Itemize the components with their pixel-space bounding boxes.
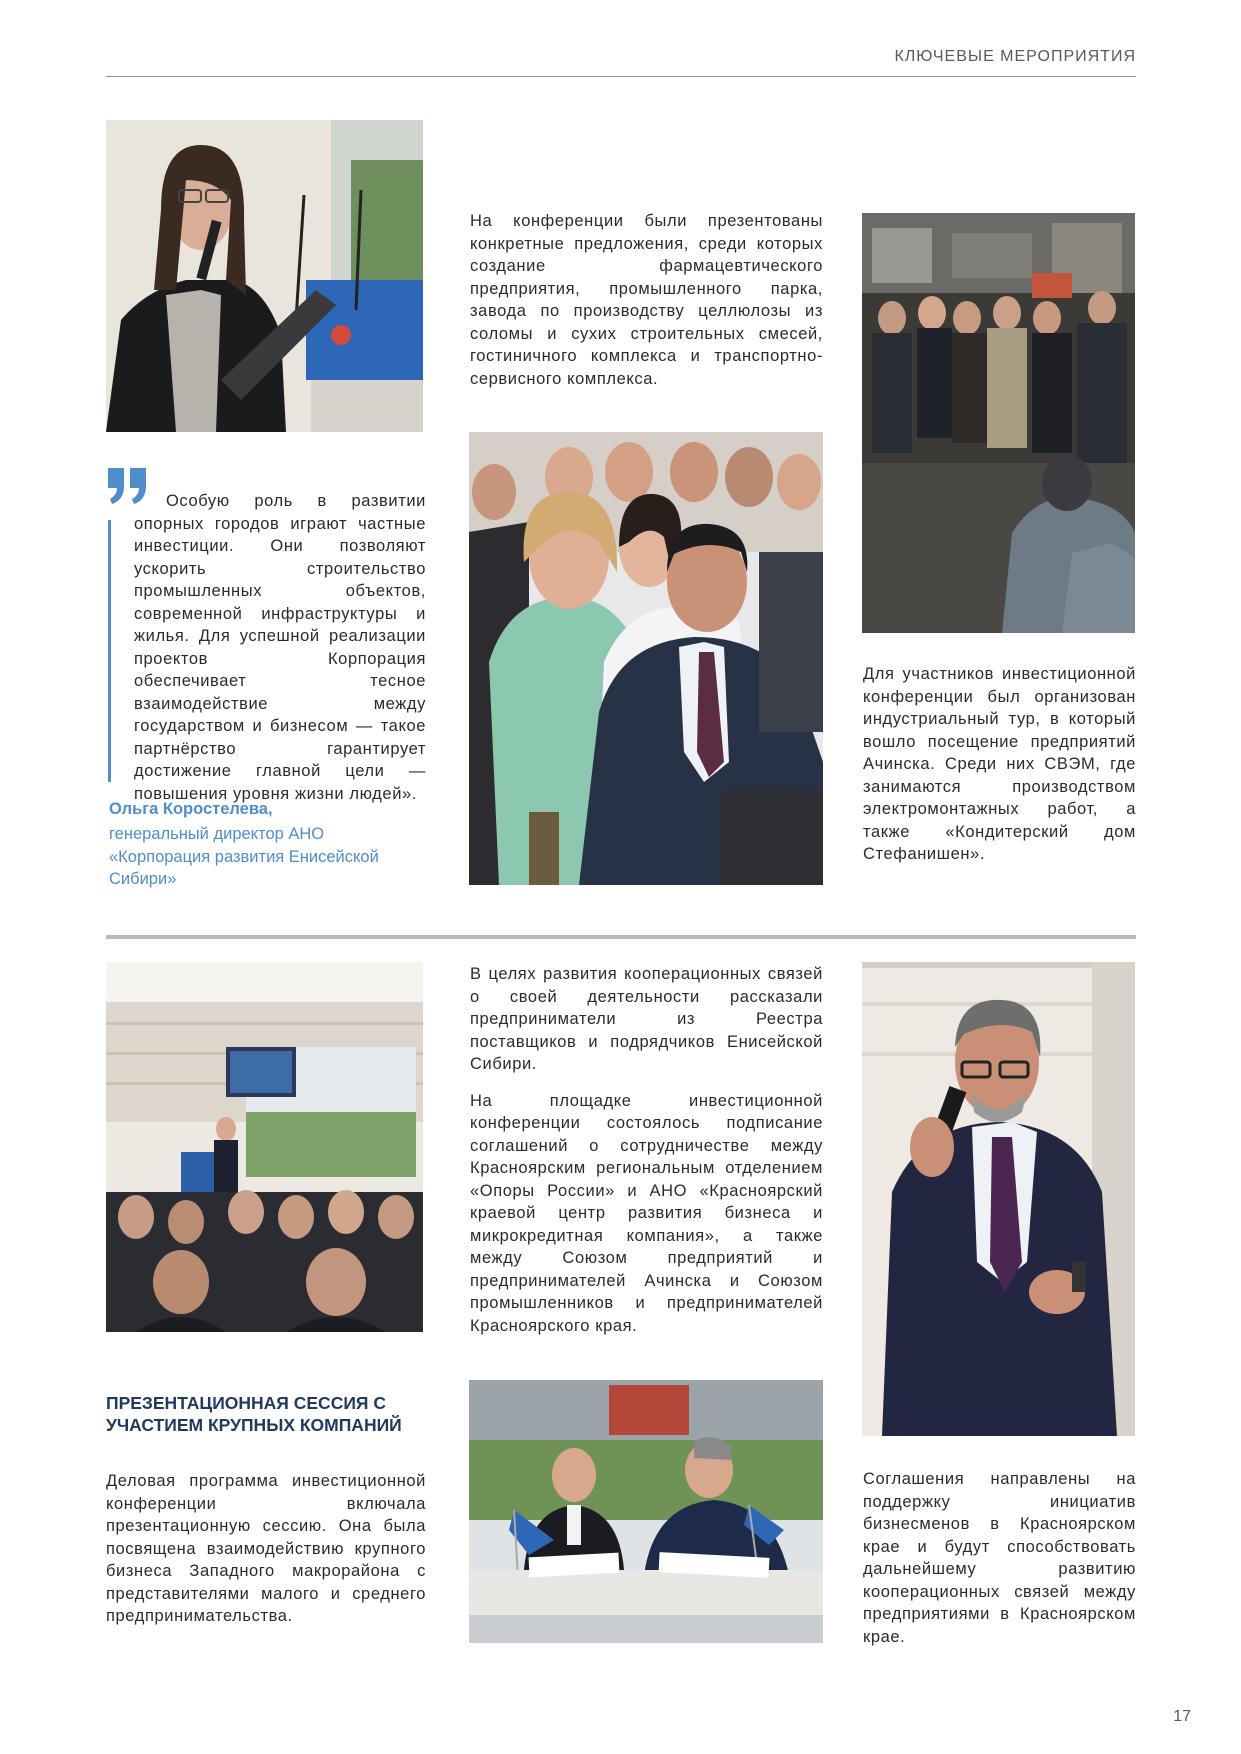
speaker-woman-photo	[106, 120, 423, 432]
section-heading: ПРЕЗЕНТАЦИОННАЯ СЕССИЯ С УЧАСТИЕМ КРУПНЫХ КОМПАНИЙ	[106, 1393, 402, 1435]
middle-bottom-text	[470, 963, 823, 1351]
right-top-text	[863, 663, 1136, 880]
middle-top-text	[470, 210, 823, 404]
right-bottom-text	[863, 1468, 1136, 1662]
quote-text	[134, 490, 426, 805]
middle-top-paragraph: На конференции были презентованы конкретные предложения, среди которых создание фармацевтического предприятия, промышленного парка, завода по производству целлюлозы из соломы и сухих строительных смесей, гостиничного комплекса и транспортно-сервисного комплекса.	[470, 212, 823, 388]
section-label: КЛЮЧЕВЫЕ МЕРОПРИЯТИЯ	[894, 48, 1136, 65]
audience-photo	[469, 432, 823, 885]
quote-author-role: генеральный директор АНО «Корпорация развития Енисейской Сибири»	[109, 825, 379, 888]
industrial-tour-photo	[862, 213, 1135, 633]
quote-paragraph: Особую роль в развитии опорных городов играют частные инвестиции. Они позволяют ускорить строительство промышленных объектов, современной инфраструктуры и жилья. Для успешной реализации проектов Корпорация обеспечивает тесное взаимодействие между государством и бизнесом — такое партнёрство гарантирует достижение главной цели — повышения уровня жизни людей».	[134, 492, 426, 803]
right-top-paragraph: Для участников инвестиционной конференции был организован индустриальный тур, в который вошло посещение предприятий Ачинска. Среди них СВЭМ, где занимаются производством электромонтажных работ, а также «Кондитерский дом Стефанишен».	[863, 665, 1136, 863]
right-bottom-paragraph: Соглашения направлены на поддержку инициатив бизнесменов в Красноярском крае и будут способствовать дальнейшему развитию кооперационных связей между предприятиями в Красноярском крае.	[863, 1470, 1136, 1646]
conference-hall-photo	[106, 962, 423, 1332]
section-body-paragraph: Деловая программа инвестиционной конференции включала презентационную сессию. Она была посвящена взаимодействию крупного бизнеса Западного макрорайона с представителями малого и среднего предпринимательства.	[106, 1472, 426, 1625]
page-number: 17	[1173, 1708, 1191, 1725]
middle-bottom-paragraph-1: В целях развития кооперационных связей о своей деятельности рассказали предприниматели из Реестра поставщиков и подрядчиков Енисейской Сибири.	[470, 965, 823, 1073]
speaker-man-photo	[862, 962, 1135, 1436]
quote-accent-bar	[108, 520, 111, 782]
quote-author-name: Ольга Коростелева,	[109, 800, 273, 818]
section-divider	[106, 935, 1136, 939]
section-body-text	[106, 1470, 426, 1642]
header-divider	[106, 76, 1136, 77]
middle-bottom-paragraph-2: На площадке инвестиционной конференции состоялось подписание соглашений о сотрудничестве между Красноярским региональным отделением «Опоры России» и АНО «Красноярский краевой центр развития бизнеса и микрокредитная компания», а также между Союзом предприятий и предпринимателей Ачинска и Союзом промышленников и предпринимателей Красноярского края.	[470, 1091, 823, 1335]
signing-ceremony-photo	[469, 1380, 823, 1643]
